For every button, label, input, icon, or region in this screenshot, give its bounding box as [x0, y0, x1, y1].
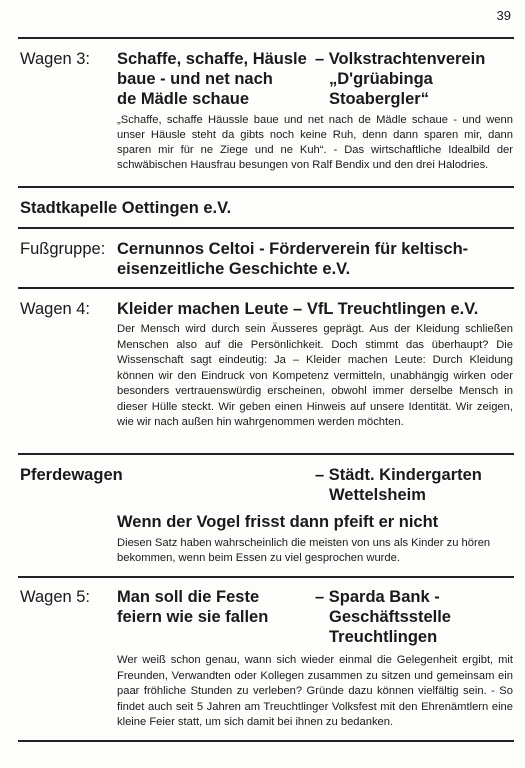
wagen5-label: Wagen 5: [20, 588, 91, 606]
wagen3-title-line-2: baue - und net nach [117, 70, 273, 88]
pferdewagen-title: Wenn der Vogel frisst dann pfeift er nicht [117, 513, 439, 531]
wagen3-description: „Schaffe, schaffe Häussle baue und net nach de Mädle schaue - und wenn unser Häusle steht da gibts noch keine Ruh, denn dann sparen mir, dann sparen mir für ne Ziege und ne Kuh“. - Das wirtschaftliche Idealbild der schwäbischen Hausfrau besungen von Ralf Bendix und den drei Halodries. [117, 114, 513, 171]
divider [18, 453, 514, 455]
pferdewagen-description: Diesen Satz haben wahrscheinlich die meisten von uns als Kinder zu hören bekommen, wenn beim Essen zu viel gesprochen wurde. [117, 537, 491, 564]
fussgruppe-title-line-1: Cernunnos Celtoi - Förderverein für keltisch- [117, 240, 469, 258]
stadtkapelle-name: Stadtkapelle Oettingen e.V. [20, 199, 232, 217]
wagen5-title-line-1: Man soll die Feste [117, 588, 260, 606]
wagen3-club-line-2: „D'grüabinga [329, 70, 433, 88]
divider [18, 227, 514, 229]
wagen3-club-line-1: – Volkstrachtenverein [315, 50, 486, 68]
divider [18, 740, 514, 742]
divider [18, 287, 514, 289]
wagen3-club-line-3: Stoabergler“ [329, 90, 429, 108]
wagen5-club-line-1: – Sparda Bank - [315, 588, 440, 606]
wagen5-club-line-2: Geschäftsstelle [329, 608, 451, 626]
pferdewagen-club-line-1: – Städt. Kindergarten [315, 466, 482, 484]
wagen5-club-line-3: Treuchtlingen [329, 628, 438, 646]
fussgruppe-title-line-2: eisenzeitliche Geschichte e.V. [117, 260, 351, 278]
divider [18, 37, 514, 39]
wagen3-title-line-1: Schaffe, schaffe, Häusle [117, 50, 307, 68]
wagen4-description: Der Mensch wird durch sein Äusseres geprägt. Aus der Kleidung schließen Menschen also auf die Persönlichkeit. Doch stimmt das überhaupt? Die Wissenschaft sagt eindeutig: Ja – Kleider machen Leute: Durch Kleidung können wir den Eindruck von Kompetenz vermitteln, unabhängig wirken oder besonders vertrauenswürdig erscheinen, obwohl immer derselbe Mensch in dieser Hülle steckt. Wir geben einen Hinweis auf unsere Identität. Wir zeigen, wie wir nach außen hin wahrgenommen werden möchten. [117, 323, 513, 428]
pferdewagen-club-line-2: Wettelsheim [329, 486, 426, 504]
wagen4-label: Wagen 4: [20, 300, 91, 318]
fussgruppe-label: Fußgruppe: [20, 240, 106, 258]
wagen3-label: Wagen 3: [20, 50, 91, 68]
divider [18, 186, 514, 188]
wagen5-title-line-2: feiern wie sie fallen [117, 608, 269, 626]
wagen5-description: Wer weiß schon genau, wann sich wieder einmal die Gelegenheit ergibt, mit Freunden, Verwandten oder Kollegen zusammen zu sitzen und gemeinsam ein paar fröhliche Stunden zu verleben? Gründe dazu können vielfältig sein. - So findet auch seit 5 Jahren am Treuchtlinger Volksfest mit den Ehrenämtlern eine kleine Feier statt, um sich damit bei ihnen zu bedanken. [117, 654, 513, 728]
pferdewagen-label: Pferdewagen [20, 466, 123, 484]
wagen3-title-line-3: de Mädle schaue [117, 90, 250, 108]
divider [18, 576, 514, 578]
wagen4-title: Kleider machen Leute – VfL Treuchtlingen e.V. [117, 300, 479, 318]
page-number: 39 [496, 8, 511, 23]
